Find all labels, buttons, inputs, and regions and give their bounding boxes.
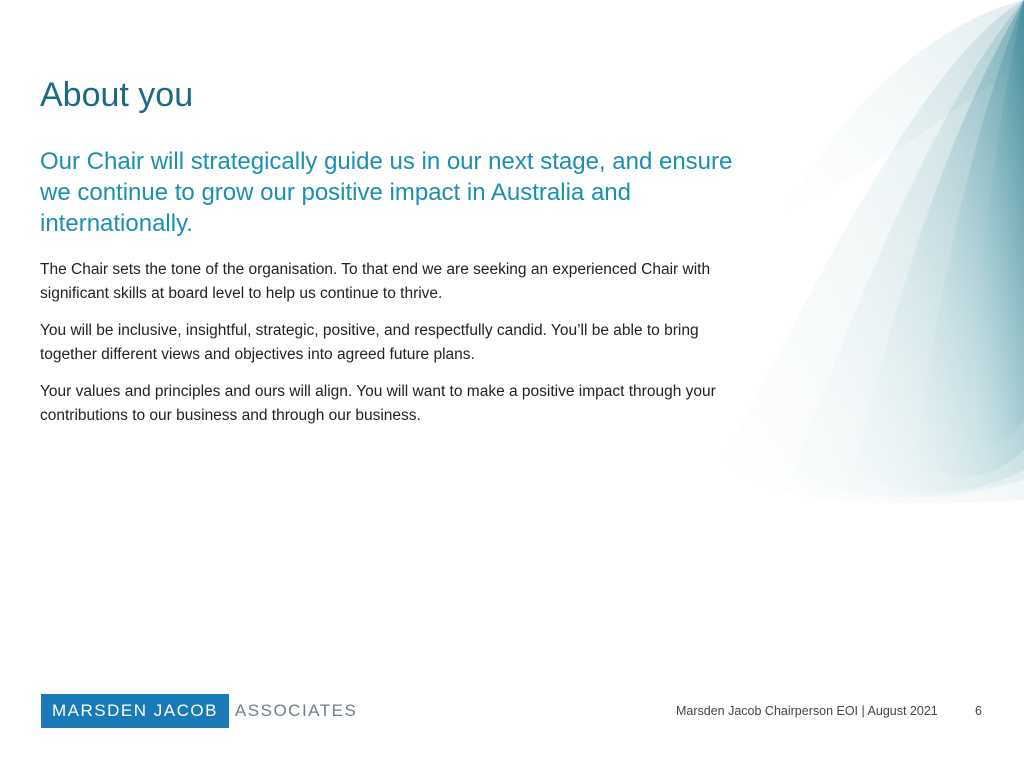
- paragraph: The Chair sets the tone of the organisation. To that end we are seeking an experienced Chair with significant skills at board level to help us continue to thrive.: [40, 261, 711, 302]
- logo-secondary: ASSOCIATES: [234, 701, 358, 720]
- company-logo: [41, 694, 357, 728]
- footer-text: Marsden Jacob Chairperson EOI | August 2021: [676, 704, 938, 718]
- logo-primary: MARSDEN JACOB: [41, 694, 229, 728]
- lead-statement: Our Chair will strategically guide us in our next stage, and ensure we continue to grow our positive impact in Australia and internationally.: [40, 148, 733, 237]
- body-text: [40, 258, 740, 441]
- page-number: 6: [975, 704, 982, 718]
- slide-title: About you: [40, 76, 194, 114]
- paragraph: Your values and principles and ours will align. You will want to make a positive impact through your contributions to our business and through our business.: [40, 383, 716, 424]
- decorative-petal-graphic: [724, 0, 1024, 520]
- paragraph: You will be inclusive, insightful, strategic, positive, and respectfully candid. You’ll be able to bring together different views and objectives into agreed future plans.: [40, 322, 699, 363]
